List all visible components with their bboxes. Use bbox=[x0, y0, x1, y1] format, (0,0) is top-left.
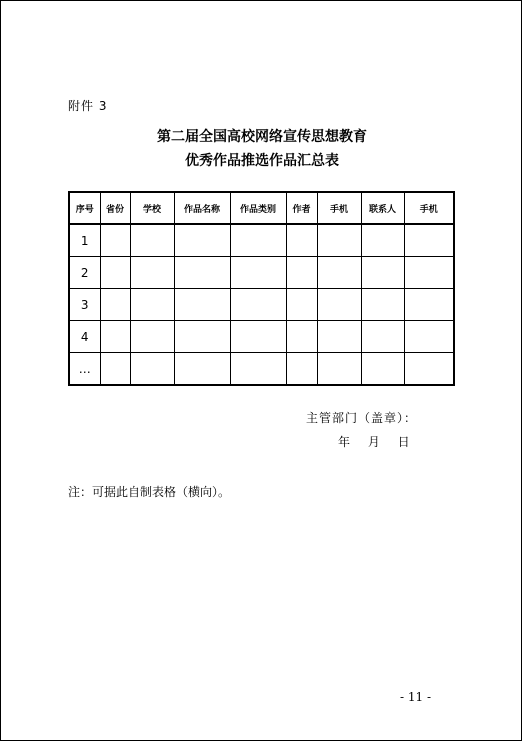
table-row bbox=[69, 353, 454, 386]
table-cell bbox=[317, 353, 361, 386]
header-contact: 联系人 bbox=[361, 192, 404, 224]
table-cell bbox=[174, 224, 230, 257]
table-row bbox=[69, 289, 454, 321]
header-work-category: 作品类别 bbox=[230, 192, 286, 224]
table-cell bbox=[317, 289, 361, 321]
table-cell bbox=[230, 321, 286, 353]
table-cell bbox=[100, 321, 130, 353]
table-cell bbox=[174, 289, 230, 321]
document-title-line-1: 第二届全国高校网络宣传思想教育 bbox=[157, 129, 367, 145]
table-cell bbox=[100, 353, 130, 386]
table-cell bbox=[286, 353, 317, 386]
table-cell bbox=[130, 289, 174, 321]
header-index: 序号 bbox=[69, 192, 100, 224]
table-cell bbox=[174, 321, 230, 353]
header-phone: 手机 bbox=[317, 192, 361, 224]
row-index: 3 bbox=[69, 289, 100, 321]
table-cell bbox=[230, 289, 286, 321]
table-cell bbox=[286, 257, 317, 289]
table-cell bbox=[174, 353, 230, 386]
table-cell bbox=[230, 224, 286, 257]
table-cell bbox=[286, 224, 317, 257]
header-province: 省份 bbox=[100, 192, 130, 224]
table-cell bbox=[361, 289, 404, 321]
table-cell bbox=[317, 224, 361, 257]
row-index: 2 bbox=[69, 257, 100, 289]
header-author: 作者 bbox=[286, 192, 317, 224]
footnote: 注：可据此自制表格（横向）。 bbox=[68, 485, 231, 499]
header-school: 学校 bbox=[130, 192, 174, 224]
table-cell bbox=[100, 224, 130, 257]
table-cell bbox=[286, 289, 317, 321]
table-cell bbox=[100, 257, 130, 289]
table-cell bbox=[130, 321, 174, 353]
table-cell bbox=[317, 321, 361, 353]
table-cell bbox=[404, 321, 454, 353]
table-row bbox=[69, 257, 454, 289]
table-cell bbox=[404, 257, 454, 289]
table-cell bbox=[130, 353, 174, 386]
row-index: … bbox=[69, 353, 100, 386]
table-cell bbox=[230, 353, 286, 386]
table-cell bbox=[230, 257, 286, 289]
table-cell bbox=[361, 224, 404, 257]
table-cell bbox=[361, 321, 404, 353]
table-cell bbox=[174, 257, 230, 289]
table-cell bbox=[404, 353, 454, 386]
department-seal-line: 主管部门（盖章）： bbox=[306, 411, 418, 425]
document-title-line-2: 优秀作品推选作品汇总表 bbox=[185, 153, 339, 169]
header-work-name: 作品名称 bbox=[174, 192, 230, 224]
table-cell bbox=[286, 321, 317, 353]
row-index: 4 bbox=[69, 321, 100, 353]
page-number: - 11 - bbox=[400, 690, 432, 704]
table-header-row bbox=[69, 192, 454, 224]
date-line: 年 月 日 bbox=[338, 435, 410, 449]
table-cell bbox=[361, 257, 404, 289]
table-cell bbox=[361, 353, 404, 386]
summary-table bbox=[68, 191, 455, 386]
attachment-label: 附件 3 bbox=[68, 99, 108, 113]
table-row bbox=[69, 321, 454, 353]
table-cell bbox=[404, 224, 454, 257]
table-row bbox=[69, 224, 454, 257]
table-cell bbox=[130, 224, 174, 257]
table-cell bbox=[130, 257, 174, 289]
header-contact-phone: 手机 bbox=[404, 192, 454, 224]
table-cell bbox=[317, 257, 361, 289]
table-cell bbox=[404, 289, 454, 321]
table-cell bbox=[100, 289, 130, 321]
row-index: 1 bbox=[69, 224, 100, 257]
